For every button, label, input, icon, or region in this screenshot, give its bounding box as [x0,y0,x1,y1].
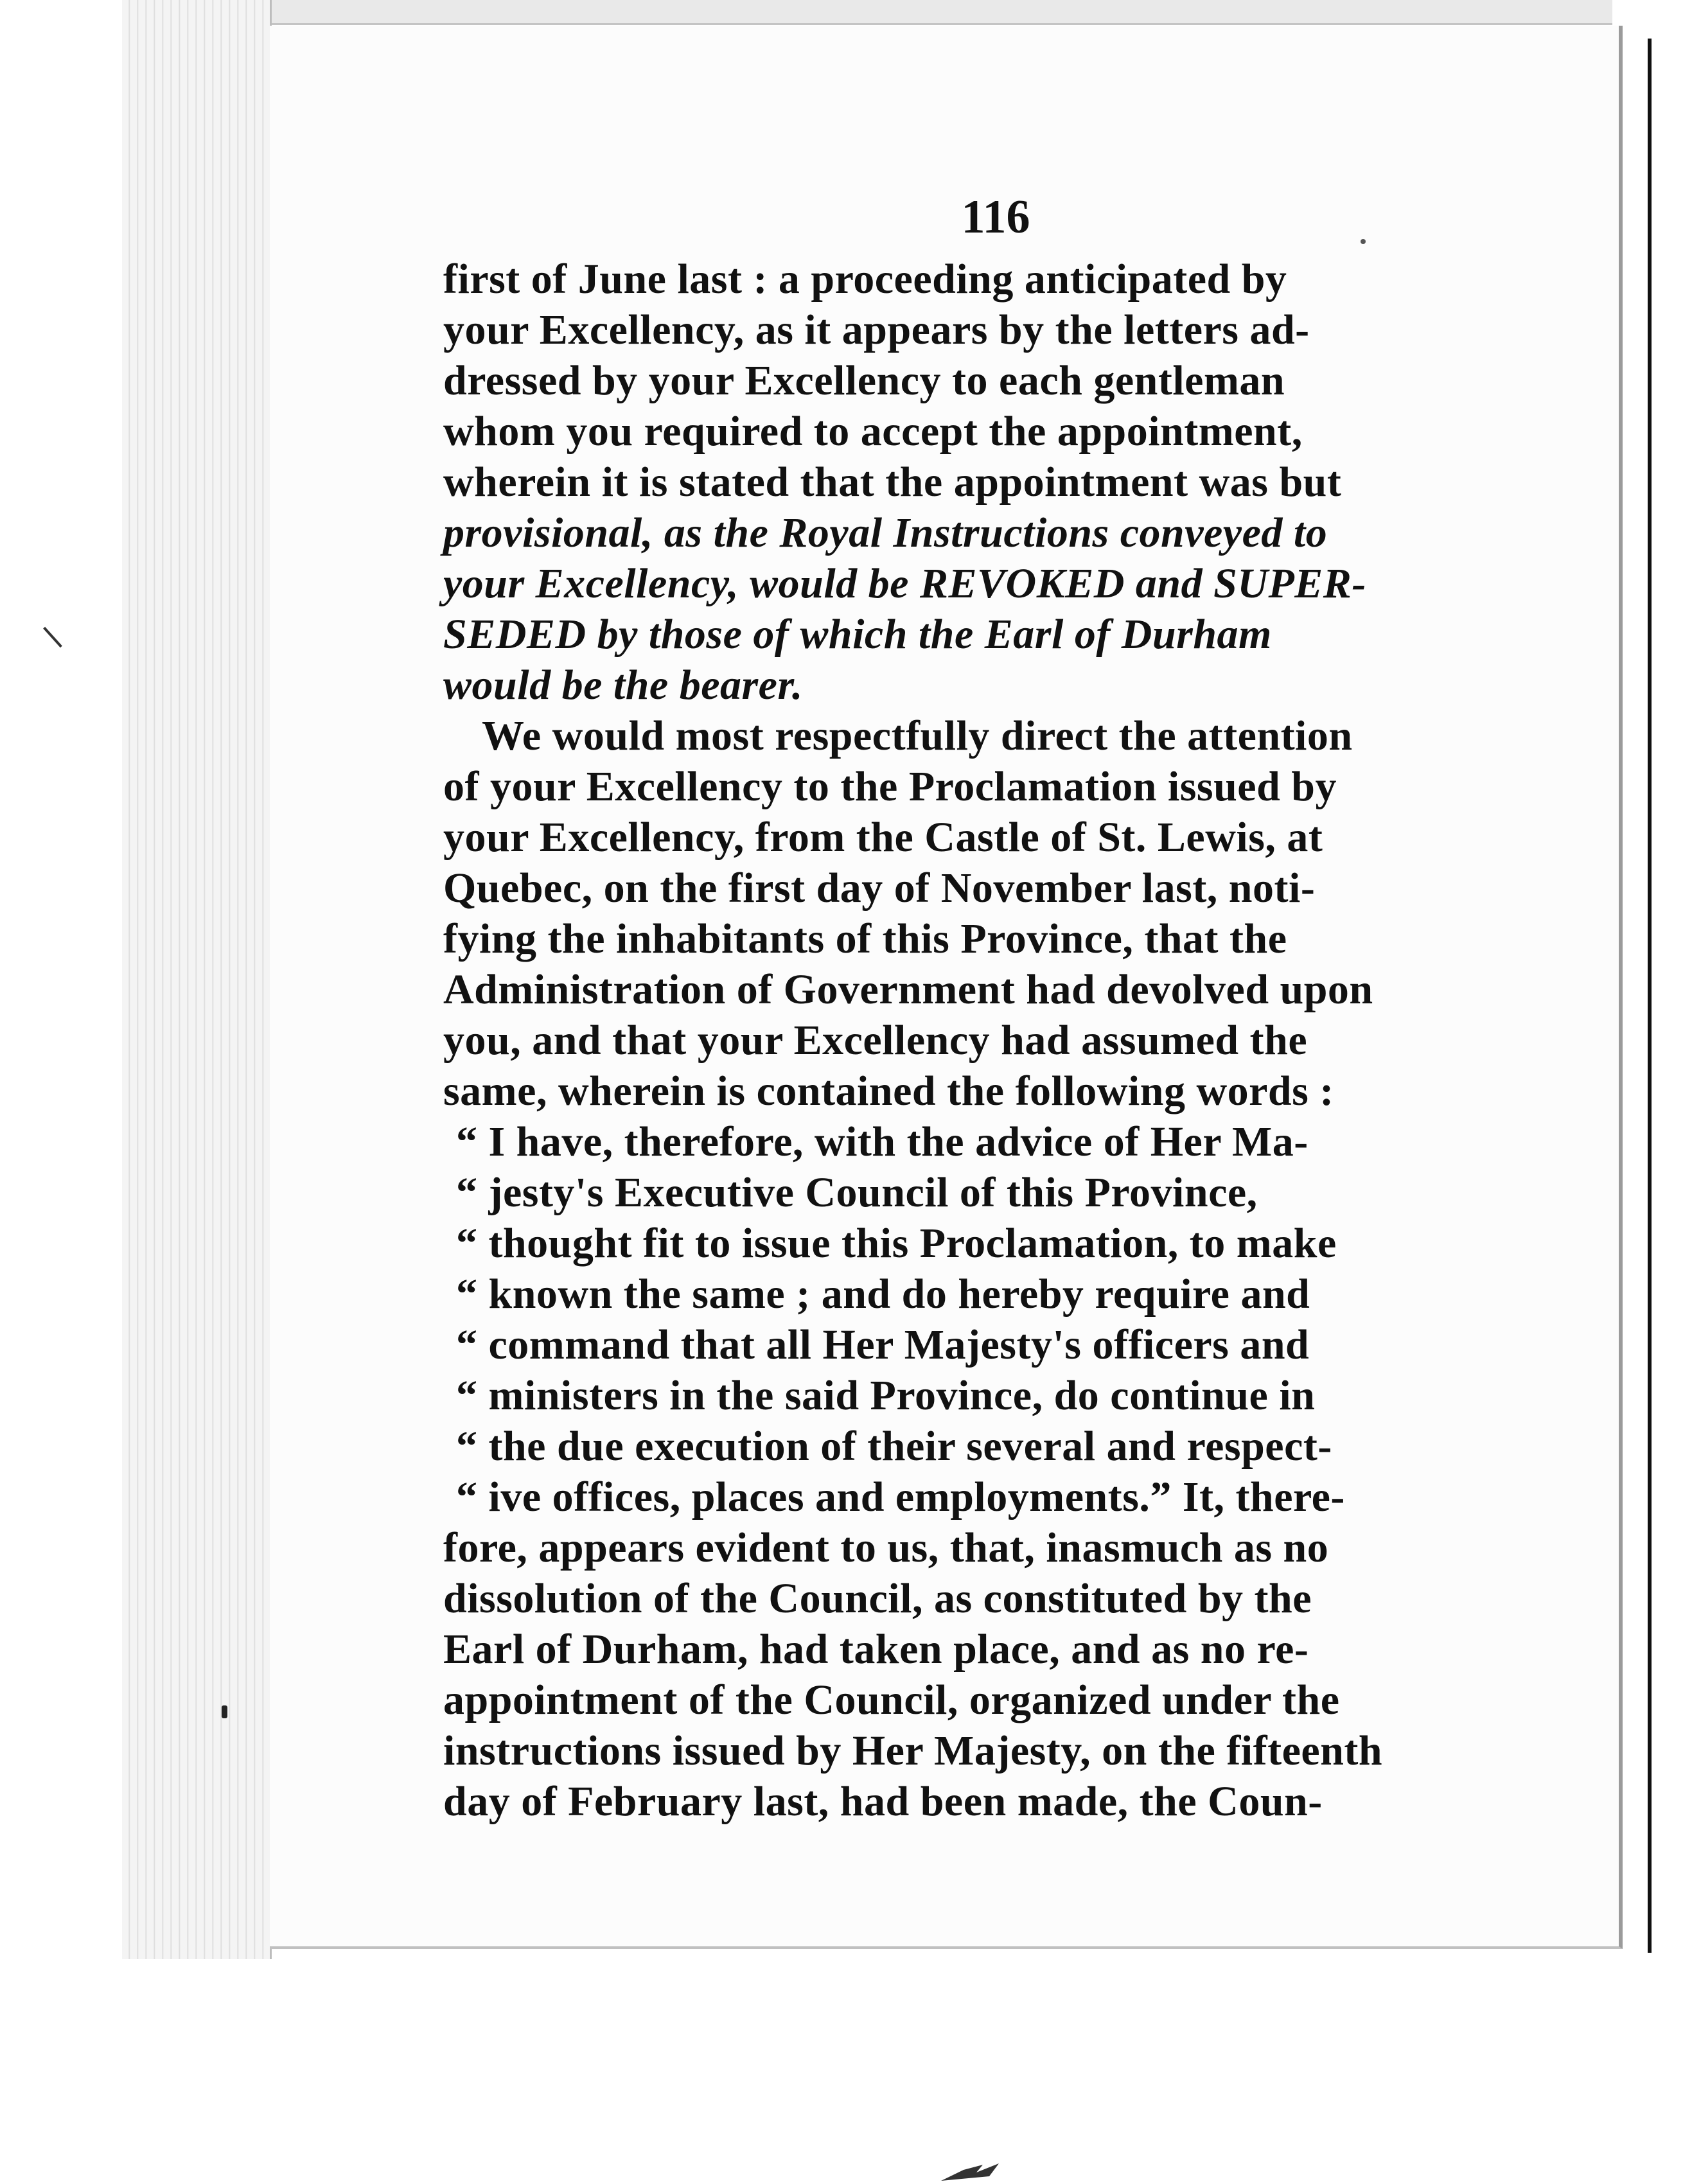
text-line: of your Excellency to the Proclamation issued by [443,763,1337,810]
text-line: fying the inhabitants of this Province, that the [443,915,1287,962]
text-line: “ ministers in the said Province, do continue in [456,1372,1316,1419]
text-line: whom you required to accept the appointment, [443,408,1303,455]
text-line: day of February last, had been made, the Coun- [443,1778,1323,1825]
text-line: your Excellency, from the Castle of St. Lewis, at [443,814,1323,861]
book-top-edge [122,0,1612,25]
text-line: “ the due execution of their several and respect- [456,1423,1332,1470]
text-line: first of June last : a proceeding anticipated by [443,256,1287,303]
text-line: “ thought fit to issue this Proclamation, to make [456,1220,1337,1267]
text-line: your Excellency, would be REVOKED and SUPER- [443,560,1366,607]
text-line: same, wherein is contained the following words : [443,1068,1334,1114]
page-number: 116 [961,191,1030,243]
text-line: your Excellency, as it appears by the letters ad- [443,306,1310,353]
text-line: “ I have, therefore, with the advice of Her Ma- [456,1118,1309,1165]
text-line: wherein it is stated that the appointment was but [443,459,1342,506]
text-line: Quebec, on the first day of November last, noti- [443,865,1316,911]
text-line: instructions issued by Her Majesty, on the fifteenth [443,1727,1383,1774]
page-stack-edge [122,0,272,1959]
text-line: Earl of Durham, had taken place, and as no re- [443,1626,1309,1673]
text-line: provisional, as the Royal Instructions conveyed to [443,509,1328,556]
margin-dot [222,1705,227,1718]
margin-mark [43,627,62,647]
bottom-scan-mark [938,2158,1028,2184]
text-line: “ known the same ; and do hereby require and [456,1271,1310,1317]
facing-page-edge [1648,39,1683,1953]
text-line: appointment of the Council, organized under the [443,1677,1340,1723]
text-line: SEDED by those of which the Earl of Durham [443,611,1272,658]
ink-speck [1361,239,1366,244]
text-line: We would most respectfully direct the attention [482,712,1353,759]
body-text [443,254,1471,1827]
text-line: fore, appears evident to us, that, inasmuch as no [443,1524,1329,1571]
text-line: dissolution of the Council, as constituted by the [443,1575,1312,1622]
text-line: “ ive offices, places and employments.” It, there- [456,1474,1345,1520]
text-line: dressed by your Excellency to each gentleman [443,357,1285,404]
text-line: “ jesty's Executive Council of this Province, [456,1169,1258,1216]
text-line: “ command that all Her Majesty's officers and [456,1321,1310,1368]
text-line: would be the bearer. [443,662,804,709]
text-line: you, and that your Excellency had assumed the [443,1017,1308,1064]
text-line: Administration of Government had devolved upon [443,966,1373,1013]
